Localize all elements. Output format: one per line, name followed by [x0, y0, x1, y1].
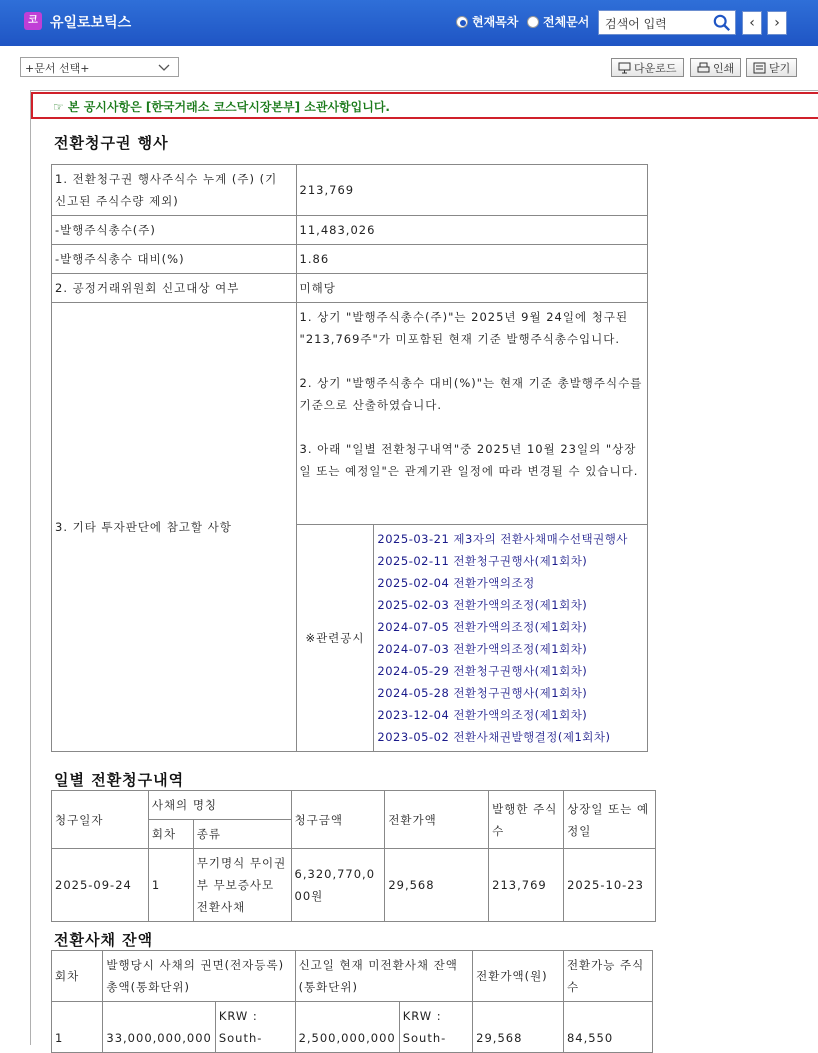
header-convertible: 전환가능 주식수 [563, 951, 652, 1002]
header-price: 전환가액 [385, 791, 489, 849]
printer-icon [697, 62, 710, 74]
cell-face-currency: KRW : South- [215, 1002, 295, 1053]
header-kind: 종류 [193, 820, 291, 849]
cell-remaining-currency: KRW : South- [399, 1002, 472, 1053]
top-bar [0, 0, 818, 46]
download-button[interactable] [611, 58, 684, 77]
radio-selected-icon [456, 16, 468, 28]
table-row [52, 849, 656, 922]
related-link[interactable]: 2023-05-02 전환사채권발행결정(제1회차) [377, 730, 611, 744]
notice-banner: ☞ 본 공시사항은 [한국거래소 코스닥시장본부] 소관사항입니다. [31, 92, 818, 119]
row-label: 2. 공정거래위원회 신고대상 여부 [52, 274, 297, 303]
cell-kind: 무기명식 무이권부 무보증사모 전환사채 [193, 849, 291, 922]
radio-unselected-icon [527, 16, 539, 28]
cell-convertible: 84,550 [563, 1002, 652, 1053]
header-round: 회차 [148, 820, 193, 849]
cell-round: 1 [148, 849, 193, 922]
related-link[interactable]: 2023-12-04 전환가액의조정(제1회차) [377, 708, 588, 722]
radio-current-label: 현재목차 [472, 15, 519, 29]
cell-price: 29,568 [385, 849, 489, 922]
close-label: 닫기 [769, 61, 791, 75]
download-label: 다운로드 [634, 61, 677, 75]
document-select[interactable] [20, 57, 179, 77]
note-3: 3. 아래 "일별 전환청구내역"중 2025년 10월 23일의 "상장일 또는 예정일"은 관계기관 일정에 따라 변경될 수 있습니다. [299, 442, 639, 478]
header-amount: 청구금액 [291, 791, 385, 849]
search-placeholder: 검색어 입력 [605, 17, 667, 31]
monitor-icon [618, 62, 631, 74]
next-button[interactable]: › [767, 11, 787, 35]
table-header-row [52, 791, 656, 820]
cell-amount: 6,320,770,000원 [291, 849, 385, 922]
header-round: 회차 [52, 951, 103, 1002]
related-link[interactable]: 2025-02-04 전환가액의조정 [377, 576, 535, 590]
related-link[interactable]: 2025-03-21 제3자의 전환사채매수선택권행사 [377, 532, 628, 546]
cell-price: 29,568 [473, 1002, 564, 1053]
header-remaining: 신고일 현재 미전환사채 잔액 (통화단위) [295, 951, 473, 1002]
close-doc-icon [753, 62, 766, 74]
header-face: 발행당시 사채의 권면(전자등록)총액(통화단위) [103, 951, 295, 1002]
table-row [52, 303, 648, 525]
prev-button[interactable]: ‹ [742, 11, 762, 35]
cell-listing: 2025-10-23 [564, 849, 656, 922]
section-title-balance: 전환사채 잔액 [54, 931, 154, 949]
print-label: 인쇄 [713, 61, 735, 75]
balance-table [51, 950, 653, 1053]
related-link[interactable]: 2025-02-03 전환가액의조정(제1회차) [377, 598, 588, 612]
row-value: 213,769 [296, 165, 647, 216]
header-shares: 발행한 주식수 [489, 791, 564, 849]
company-name: 유일로보틱스 [50, 15, 132, 31]
row-value: 1.86 [296, 245, 647, 274]
cell-shares: 213,769 [489, 849, 564, 922]
related-link[interactable]: 2024-05-29 전환청구권행사(제1회차) [377, 664, 588, 678]
header-date: 청구일자 [52, 791, 149, 849]
header-price: 전환가액(원) [473, 951, 564, 1002]
table-row [52, 216, 648, 245]
other-label: 3. 기타 투자판단에 참고할 사항 [52, 303, 297, 752]
notes-cell [296, 303, 647, 525]
note-1: 1. 상기 "발행주식총수(주)"는 2025년 9월 24일에 청구된 "213,769주"가 미포함된 현재 기준 발행주식총수입니다. [299, 310, 629, 346]
table-header-row [52, 951, 653, 1002]
header-bond-name: 사채의 명칭 [148, 791, 291, 820]
table-row [52, 165, 648, 216]
table-row [52, 1002, 653, 1053]
conversion-table [51, 164, 648, 752]
cell-round: 1 [52, 1002, 103, 1053]
search-icon[interactable] [713, 14, 731, 32]
table-row [52, 274, 648, 303]
row-label: -발행주식총수 대비(%) [52, 245, 297, 274]
radio-all-docs[interactable] [527, 13, 589, 30]
related-link[interactable]: 2024-07-03 전환가액의조정(제1회차) [377, 642, 588, 656]
row-value: 미해당 [296, 274, 647, 303]
radio-all-label: 전체문서 [543, 15, 590, 29]
daily-claims-table [51, 790, 656, 922]
cell-remaining-amount: 2,500,000,000 [295, 1002, 399, 1053]
radio-current-toc[interactable] [456, 13, 518, 30]
related-link[interactable]: 2025-02-11 전환청구권행사(제1회차) [377, 554, 588, 568]
table-row [52, 245, 648, 274]
header-listing: 상장일 또는 예정일 [564, 791, 656, 849]
related-link[interactable]: 2024-05-28 전환청구권행사(제1회차) [377, 686, 588, 700]
company-logo-icon: 코 [24, 12, 42, 30]
cell-face-amount: 33,000,000,000 [103, 1002, 215, 1053]
search-input[interactable] [598, 10, 736, 35]
section-title-conversion: 전환청구권 행사 [54, 134, 169, 152]
related-link[interactable]: 2024-07-05 전환가액의조정(제1회차) [377, 620, 588, 634]
related-list [374, 525, 648, 752]
related-label: ※관련공시 [296, 525, 374, 752]
print-button[interactable] [690, 58, 741, 77]
close-button[interactable] [746, 58, 797, 77]
row-label: -발행주식총수(주) [52, 216, 297, 245]
row-label: 1. 전환청구권 행사주식수 누계 (주) (기 신고된 주식수량 제외) [52, 165, 297, 216]
section-title-daily: 일별 전환청구내역 [54, 771, 185, 789]
note-2: 2. 상기 "발행주식총수 대비(%)"는 현재 기준 총발행주식수를 기준으로 산출하였습니다. [299, 376, 643, 412]
document-select-value: +문서 선택+ [25, 62, 90, 75]
row-value: 11,483,026 [296, 216, 647, 245]
chevron-down-icon [158, 61, 170, 73]
cell-date: 2025-09-24 [52, 849, 149, 922]
